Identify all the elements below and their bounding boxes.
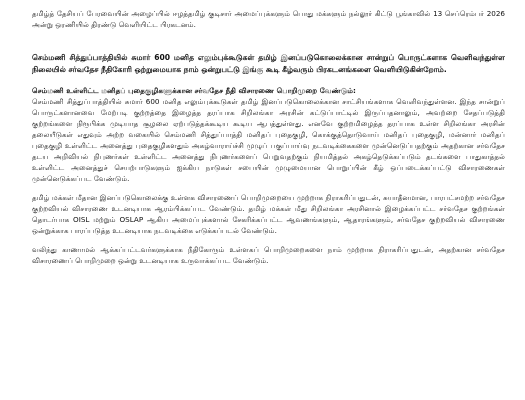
- section-body-paragraph: செம்மணி சித்துப்பாத்தியில் சுமார் 600 மனித எலும்புக்கூடுகள் தமிழ் இனப்படுகொலைக்கான சாட்சியங்களாக வெளிவந்துள்ளன. இந்த சான்றுப் பொருட்களானவை மேற்படி குற்றத்தை இழைத்த தரப்பாக சிறிலங்கா அரசின் கட்டுப்பாட்டில் இருப்பதனாலும், அவற்றை சேதப்படுத்தி குற்றங்களை நிரூபிக்க முடியாத சூழலை ஏற்படுத்தக்கூடிய கூடிய ஆபத்துள்ளது. எனவே குற்றமிழைத்த தரப்பாக உள்ள சிறிலங்கா அரசின் தலையீடுகள் எதுவும் அற்ற வகையில் செம்மணி சித்துப்பாத்தி மனிதப் புதைகுழி, கொக்குத்தொடுவாய் மனிதப் புதைகுழி, மன்னார் மனிதப் புதைகுழி உள்ளிட்ட அனைத்து புதைகுழிகளதும் அகழ்வாராய்ச்சி முழுப் பகுப்பாய்வு நடவடிக்கைகளை முன்னெடுப்பதற்கும் அதற்கான சர்வதேச தடய அறிவியல் நிபுணர்கள் உள்ளிட்ட அனைத்து நிபுணர்களைப் பெறுவதற்கும் நியமித்தல் அகழ்தெடுக்கப்படும் தடங்களை பாதுகாத்தல் உள்ளிட்ட அனைத்துச் செயற்பாடுகளும் ஐக்கிய நாடுகள் சபையின் முழுமையான பொறுப்பின் கீழ் ஒப்படைக்கப்பட்டு விசாரணைகள் முன்னெடுக்கப்பட வேண்டும்.: [32, 97, 505, 183]
- intro-paragraph: தமிழ்த் தேசியப் பேரவையின் அழைப்பில் ஈழத்தமிழ் குடிசார் அமைப்புக்களும் பொது மக்களும் நல்லூர் கிட்டு பூங்காவில் 13 செப்ரெம்பர் 2026 அன்று ஒரணியில் திரண்டு வெளியிட்ட பிரகடனம்.: [32, 9, 505, 29]
- declaration-headline: செம்மணி சித்துப்பாத்தியில் சுமார் 600 மனித எலும்புக்கூடுகள் தமிழ் இனப்படுகொலைக்கான சான்றுப் பொருட்களாக வெளிவந்துள்ள நிலையில் சர்வதேச நீதிகோரி ஒற்றுமையாக நாம் ஒன்றுபட்டு இங்கு கூடி கீழ்வரும் பிரகடனங்களை வெளியிடுகின்றோம்.: [32, 53, 505, 74]
- paragraph-3: வலிந்து காணாமல் ஆக்கப்பட்டவர்களுக்காக நீதிகோரும் உள்ளகப் பொறிமுறைகளை நாம் முற்றாக நிராகரிப்பதுடன், அதற்கான சர்வதேச விசாரணைப் பொறிமுறை ஒன்று உடனடியாக உருவாக்கப்பட வேண்டும்.: [32, 245, 505, 265]
- section-title: செம்மணி உள்ளிட்ட மனிதப் புதைகுழிகளுக்கான சர்வதேச நீதி விசாரணை பொறிமுறை வேண்டும்:: [32, 86, 356, 95]
- press-statement-page: [32, 8, 505, 266]
- paragraph-2: தமிழ் மக்கள் மீதான இனப்படுகொலைக்கு உள்ளக விசாரணைப் பொறிமுறையை முற்றாக நிராகரிப்பதுடன், சுயாதீனமான, பாரபட்சமற்ற சர்வதேச குற்றவியல் விசாரணை உடனடியாக ஆரம்பிக்கப்பட வேண்டும். தமிழ் மக்கள் மீது சிறிலங்கா அரசினால் இழைக்கப்பட்ட சர்வதேச குற்றங்கள் தொடர்பாக OISL மற்றும் OSLAP ஆகிய அமைப்புக்களால் சேகரிக்கப்பட்ட ஆவணங்களும், ஆதாரங்களும், சர்வதேச குற்றவியல் விசாரணை ஒன்றுக்காக பாரப்படுத்த உடனடியாக நடவடிக்கை எடுக்கப்படல் வேண்டும்.: [32, 193, 505, 235]
